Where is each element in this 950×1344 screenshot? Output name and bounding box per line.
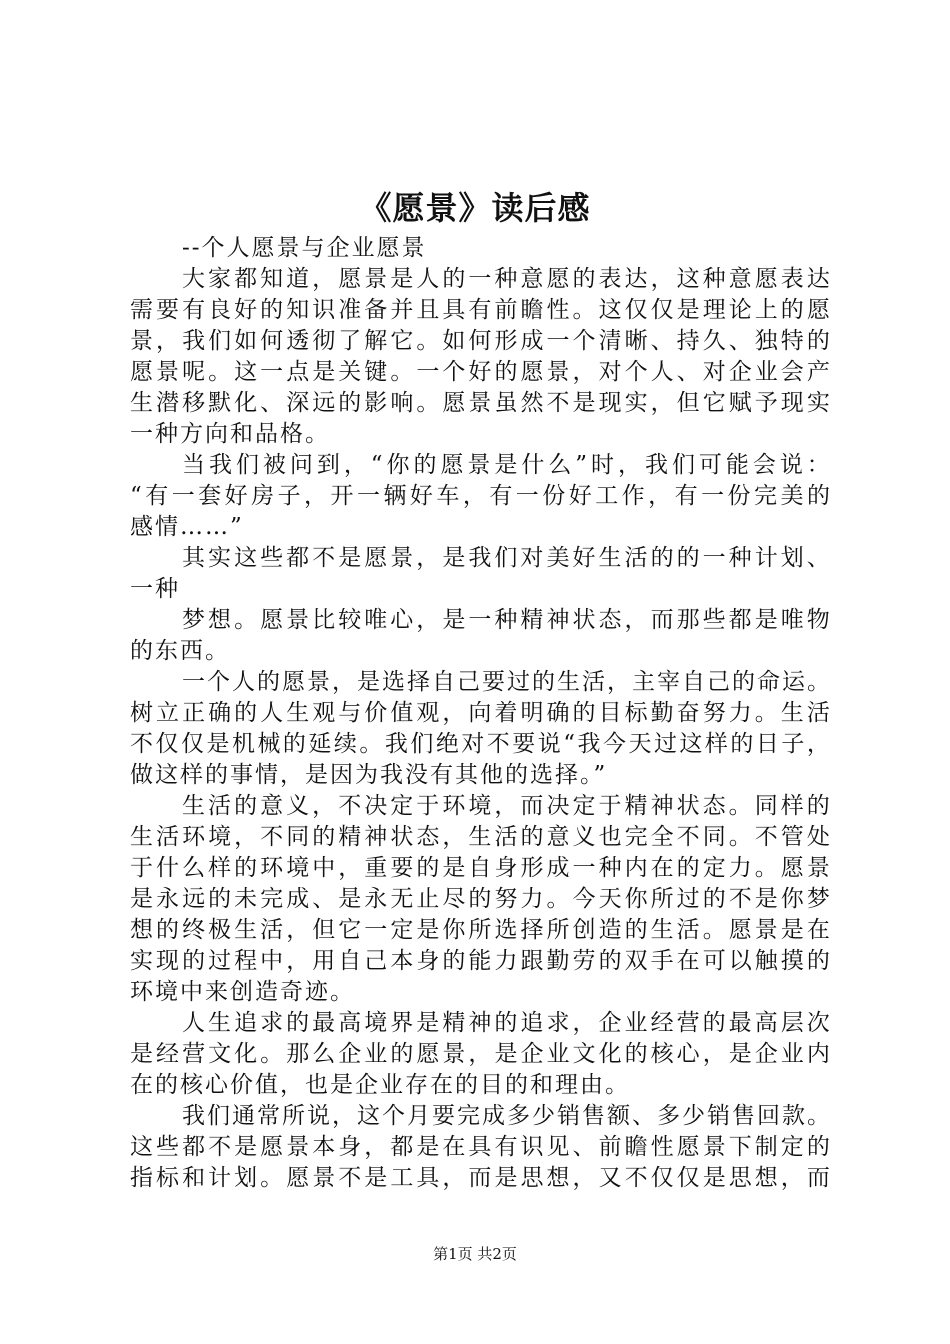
text-line: 梦 想 。 愿 景 比 较 唯 心 ， 是 一 种 精 神 状 态 ， 而 那 些 都 是 唯 物 xyxy=(182,607,830,633)
text-line: 这 些 都 不 是 愿 景 本 身 ， 都 是 在 具 有 识 见 、 前 瞻 性 愿 景 下 制 定 的 xyxy=(130,1134,830,1160)
text-line: “ 有 一 套 好 房 子 ， 开 一 辆 好 车 ， 有 一 份 好 工 作 ， 有 一 份 完 美 的 xyxy=(130,483,830,509)
text-line: 是 经 营 文 化 。 那 么 企 业 的 愿 景 ， 是 企 业 文 化 的 核 心 ， 是 企 业 内 xyxy=(130,1041,830,1067)
text-line: 我 们 通 常 所 说 ， 这 个 月 要 完 成 多 少 销 售 额 、 多 少 销 售 回 款 。 xyxy=(182,1103,830,1129)
text-line: 做这样的事情，是因为我没有其他的选择。” xyxy=(130,762,608,788)
text-line: 一种方向和品格。 xyxy=(130,421,330,447)
text-line: 想 的 终 极 生 活 ， 但 它 一 定 是 你 所 选 择 所 创 造 的 生 活 。 愿 景 是 在 xyxy=(130,917,830,943)
text-line: 生 活 环 境 ， 不 同 的 精 神 状 态 ， 生 活 的 意 义 也 完 全 不 同 。 不 管 处 xyxy=(130,824,830,850)
text-line: 于 什 么 样 的 环 境 中 ， 重 要 的 是 自 身 形 成 一 种 内 在 的 定 力 。 愿 景 xyxy=(130,855,830,881)
document-body xyxy=(130,233,830,1194)
document-title: 《愿景》读后感 xyxy=(359,189,591,227)
text-line: --个人愿景与企业愿景 xyxy=(182,235,427,261)
text-line: 实 现 的 过 程 中 ， 用 自 己 本 身 的 能 力 跟 勤 劳 的 双 手 在 可 以 触 摸 的 xyxy=(130,948,830,974)
text-line: 一种 xyxy=(130,576,180,602)
text-line: 景 ， 我 们 如 何 透 彻 了 解 它 。 如 何 形 成 一 个 清 晰 、 持 久 、 独 特 的 xyxy=(130,328,830,354)
text-line: 需 要 有 良 好 的 知 识 准 备 并 且 具 有 前 瞻 性 。 这 仅 仅 是 理 论 上 的 愿 xyxy=(130,297,830,323)
text-line: 生 潜 移 默 化 、 深 远 的 影 响 。 愿 景 虽 然 不 是 现 实 ， 但 它 赋 予 现 实 xyxy=(130,390,830,416)
text-line: 在的核心价值，也是企业存在的目的和理由。 xyxy=(130,1072,630,1098)
text-line: 当 我 们 被 问 到 ， “ 你 的 愿 景 是 什 么 ” 时 ， 我 们 可 能 会 说 ： xyxy=(182,452,830,478)
text-line: 不 仅 仅 是 机 械 的 延 续 。 我 们 绝 对 不 要 说 “ 我 今 天 过 这 样 的 日 子 ， xyxy=(130,731,830,757)
text-line: 其 实 这 些 都 不 是 愿 景 ， 是 我 们 对 美 好 生 活 的 的 一 种 计 划 、 xyxy=(182,545,830,571)
page-footer: 第1页 共2页 xyxy=(433,1245,517,1263)
text-line: 人 生 追 求 的 最 高 境 界 是 精 神 的 追 求 ， 企 业 经 营 的 最 高 层 次 xyxy=(182,1010,830,1036)
text-line: 环境中来创造奇迹。 xyxy=(130,979,355,1005)
text-line: 感情……” xyxy=(130,514,244,540)
text-line: 是 永 远 的 未 完 成 、 是 永 无 止 尽 的 努 力 。 今 天 你 所 过 的 不 是 你 梦 xyxy=(130,886,830,912)
text-line: 大 家 都 知 道 ， 愿 景 是 人 的 一 种 意 愿 的 表 达 ， 这 种 意 愿 表 达 xyxy=(182,266,830,292)
text-line: 的东西。 xyxy=(130,638,230,664)
text-line: 树 立 正 确 的 人 生 观 与 价 值 观 ， 向 着 明 确 的 目 标 勤 奋 努 力 。 生 活 xyxy=(130,700,830,726)
text-line: 一 个 人 的 愿 景 ， 是 选 择 自 己 要 过 的 生 活 ， 主 宰 自 己 的 命 运 。 xyxy=(182,669,830,695)
text-line: 指 标 和 计 划 。 愿 景 不 是 工 具 ， 而 是 思 想 ， 又 不 仅 仅 是 思 想 ， 而 xyxy=(130,1165,830,1191)
text-line: 生 活 的 意 义 ， 不 决 定 于 环 境 ， 而 决 定 于 精 神 状 态 。 同 样 的 xyxy=(182,793,830,819)
text-line: 愿 景 呢 。 这 一 点 是 关 键 。 一 个 好 的 愿 景 ， 对 个 人 、 对 企 业 会 产 xyxy=(130,359,830,385)
